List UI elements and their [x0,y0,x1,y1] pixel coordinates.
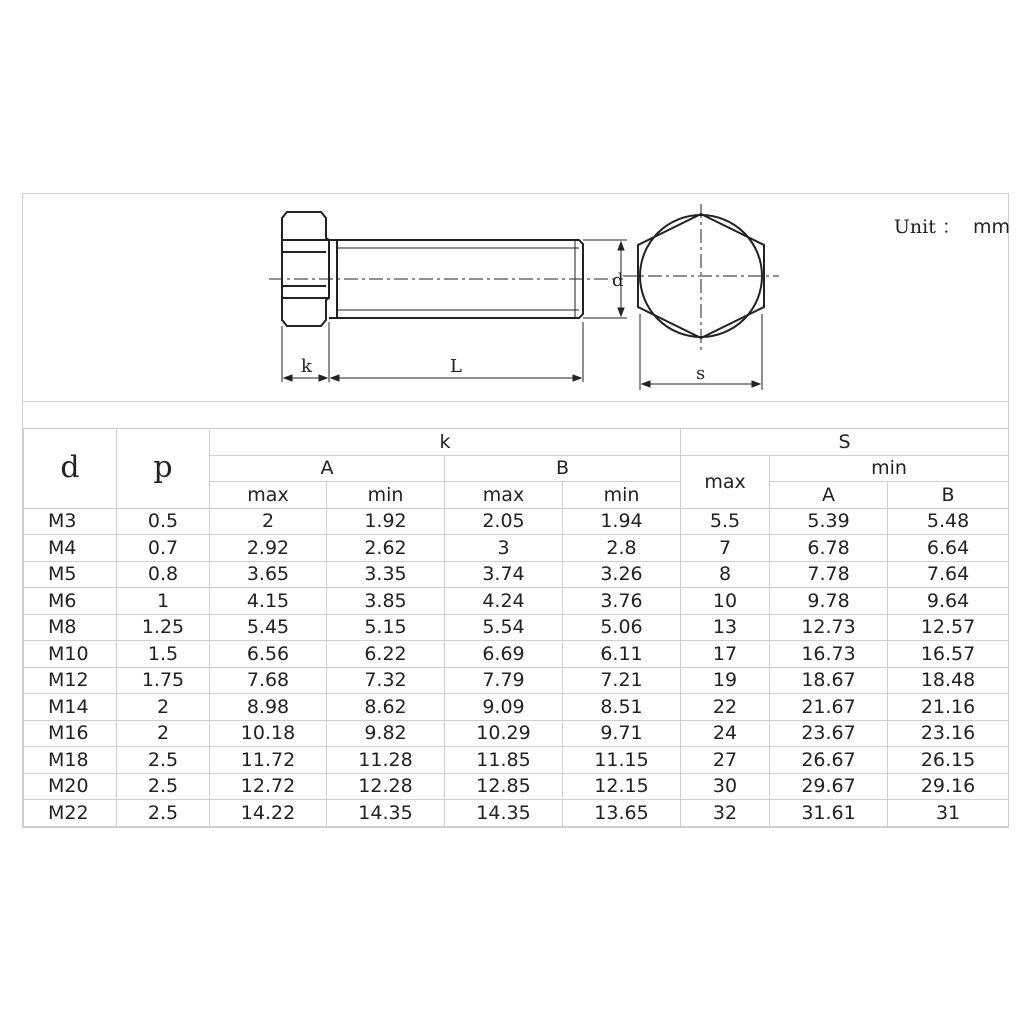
cell-k-b-max: 6.69 [445,641,563,668]
cell-s-min-b: 9.64 [888,588,1009,615]
header-row-1 [24,429,1009,456]
cell-k-a-min: 3.85 [327,588,445,615]
cell-k-b-min: 7.21 [563,667,681,694]
cell-pitch: 2.5 [117,773,210,800]
cell-size: M12 [24,667,117,694]
cell-s-min-b: 31 [888,800,1009,827]
k-L-dimension [282,322,583,382]
cell-k-b-min: 5.06 [563,614,681,641]
cell-k-a-min: 1.92 [327,508,445,535]
cell-pitch: 2 [117,694,210,721]
cell-k-a-min: 14.35 [327,800,445,827]
cell-k-a-min: 2.62 [327,535,445,562]
header-k-b: B [445,455,681,482]
header-s: S [681,429,1009,456]
cell-s-min-b: 5.48 [888,508,1009,535]
bolt-side-view [282,212,583,326]
table-row [24,747,1009,774]
header-s-min: min [770,455,1009,482]
cell-s-min-b: 16.57 [888,641,1009,668]
cell-size: M4 [24,535,117,562]
cell-pitch: 1 [117,588,210,615]
cell-s-max: 27 [681,747,770,774]
cell-size: M8 [24,614,117,641]
table-row [24,667,1009,694]
cell-s-min-b: 29.16 [888,773,1009,800]
cell-s-min-a: 9.78 [770,588,888,615]
header-k-a-max: max [210,482,327,509]
cell-k-a-max: 4.15 [210,588,327,615]
cell-s-min-a: 18.67 [770,667,888,694]
cell-s-max: 13 [681,614,770,641]
cell-size: M18 [24,747,117,774]
cell-s-max: 22 [681,694,770,721]
spec-sheet [22,193,1009,828]
cell-s-min-a: 16.73 [770,641,888,668]
cell-k-b-min: 3.76 [563,588,681,615]
header-k: k [210,429,681,456]
spec-table [23,428,1009,827]
cell-s-max: 24 [681,720,770,747]
cell-size: M20 [24,773,117,800]
cell-k-a-min: 3.35 [327,561,445,588]
cell-size: M14 [24,694,117,721]
cell-k-b-max: 14.35 [445,800,563,827]
bolt-drawing-svg [23,194,1008,401]
cell-k-a-max: 5.45 [210,614,327,641]
s-label: s [696,363,706,384]
cell-k-a-max: 6.56 [210,641,327,668]
cell-k-b-min: 2.8 [563,535,681,562]
cell-k-b-max: 5.54 [445,614,563,641]
spec-table-body [24,429,1009,827]
cell-k-b-min: 8.51 [563,694,681,721]
cell-k-a-max: 3.65 [210,561,327,588]
cell-pitch: 2 [117,720,210,747]
cell-s-max: 7 [681,535,770,562]
table-row [24,614,1009,641]
table-row [24,641,1009,668]
cell-k-a-max: 2 [210,508,327,535]
cell-s-max: 17 [681,641,770,668]
cell-k-b-max: 3 [445,535,563,562]
cell-k-a-max: 12.72 [210,773,327,800]
cell-k-a-min: 9.82 [327,720,445,747]
cell-pitch: 0.5 [117,508,210,535]
cell-pitch: 1.5 [117,641,210,668]
cell-k-b-max: 9.09 [445,694,563,721]
cell-s-min-a: 26.67 [770,747,888,774]
cell-k-a-min: 5.15 [327,614,445,641]
header-d: d [24,429,117,509]
cell-k-b-min: 12.15 [563,773,681,800]
table-row [24,694,1009,721]
header-k-a: A [210,455,445,482]
cell-k-b-min: 1.94 [563,508,681,535]
cell-k-b-min: 3.26 [563,561,681,588]
cell-s-max: 10 [681,588,770,615]
cell-k-a-max: 7.68 [210,667,327,694]
unit-label [894,212,1010,239]
cell-size: M3 [24,508,117,535]
cell-k-b-max: 12.85 [445,773,563,800]
cell-s-min-a: 7.78 [770,561,888,588]
table-row [24,720,1009,747]
cell-s-max: 19 [681,667,770,694]
header-s-min-a: A [770,482,888,509]
cell-size: M10 [24,641,117,668]
header-s-min-b: B [888,482,1009,509]
cell-k-b-min: 6.11 [563,641,681,668]
cell-k-b-max: 7.79 [445,667,563,694]
cell-k-b-max: 4.24 [445,588,563,615]
cell-k-b-max: 10.29 [445,720,563,747]
cell-size: M22 [24,800,117,827]
table-row [24,508,1009,535]
header-p: p [117,429,210,509]
cell-s-max: 8 [681,561,770,588]
cell-s-max: 30 [681,773,770,800]
table-row [24,800,1009,827]
cell-s-min-b: 23.16 [888,720,1009,747]
cell-s-min-a: 6.78 [770,535,888,562]
header-s-max: max [681,455,770,508]
cell-k-a-max: 10.18 [210,720,327,747]
unit-value: mm [972,216,1010,238]
cell-s-min-b: 12.57 [888,614,1009,641]
table-row [24,535,1009,562]
end-view-center-lines [623,204,779,354]
cell-k-a-max: 8.98 [210,694,327,721]
unit-label-text: Unit [893,216,936,238]
cell-k-b-min: 13.65 [563,800,681,827]
k-label: k [301,356,312,377]
cell-pitch: 1.75 [117,667,210,694]
header-k-a-min: min [327,482,445,509]
bolt-drawing [23,194,1008,402]
cell-s-max: 5.5 [681,508,770,535]
cell-k-b-max: 11.85 [445,747,563,774]
cell-k-a-min: 6.22 [327,641,445,668]
cell-k-a-max: 2.92 [210,535,327,562]
bolt-head-outline [282,212,329,326]
cell-k-b-max: 3.74 [445,561,563,588]
cell-k-a-max: 11.72 [210,747,327,774]
cell-k-a-min: 12.28 [327,773,445,800]
header-k-b-min: min [563,482,681,509]
cell-pitch: 2.5 [117,747,210,774]
header-k-b-max: max [445,482,563,509]
cell-s-min-a: 23.67 [770,720,888,747]
cell-size: M16 [24,720,117,747]
cell-s-max: 32 [681,800,770,827]
table-row [24,588,1009,615]
cell-s-min-a: 12.73 [770,614,888,641]
cell-k-a-max: 14.22 [210,800,327,827]
cell-s-min-a: 21.67 [770,694,888,721]
cell-pitch: 2.5 [117,800,210,827]
cell-size: M6 [24,588,117,615]
table-row [24,773,1009,800]
cell-pitch: 1.25 [117,614,210,641]
cell-s-min-b: 21.16 [888,694,1009,721]
cell-s-min-a: 31.61 [770,800,888,827]
cell-s-min-b: 18.48 [888,667,1009,694]
cell-s-min-a: 5.39 [770,508,888,535]
cell-pitch: 0.8 [117,561,210,588]
cell-pitch: 0.7 [117,535,210,562]
cell-k-a-min: 8.62 [327,694,445,721]
cell-s-min-a: 29.67 [770,773,888,800]
cell-s-min-b: 26.15 [888,747,1009,774]
cell-s-min-b: 6.64 [888,535,1009,562]
cell-s-min-b: 7.64 [888,561,1009,588]
cell-k-b-min: 9.71 [563,720,681,747]
cell-k-b-min: 11.15 [563,747,681,774]
unit-separator: ： [941,216,961,238]
d-label: d [612,270,624,291]
cell-size: M5 [24,561,117,588]
table-row [24,561,1009,588]
cell-k-a-min: 7.32 [327,667,445,694]
L-label: L [450,356,462,377]
cell-k-b-max: 2.05 [445,508,563,535]
cell-k-a-min: 11.28 [327,747,445,774]
